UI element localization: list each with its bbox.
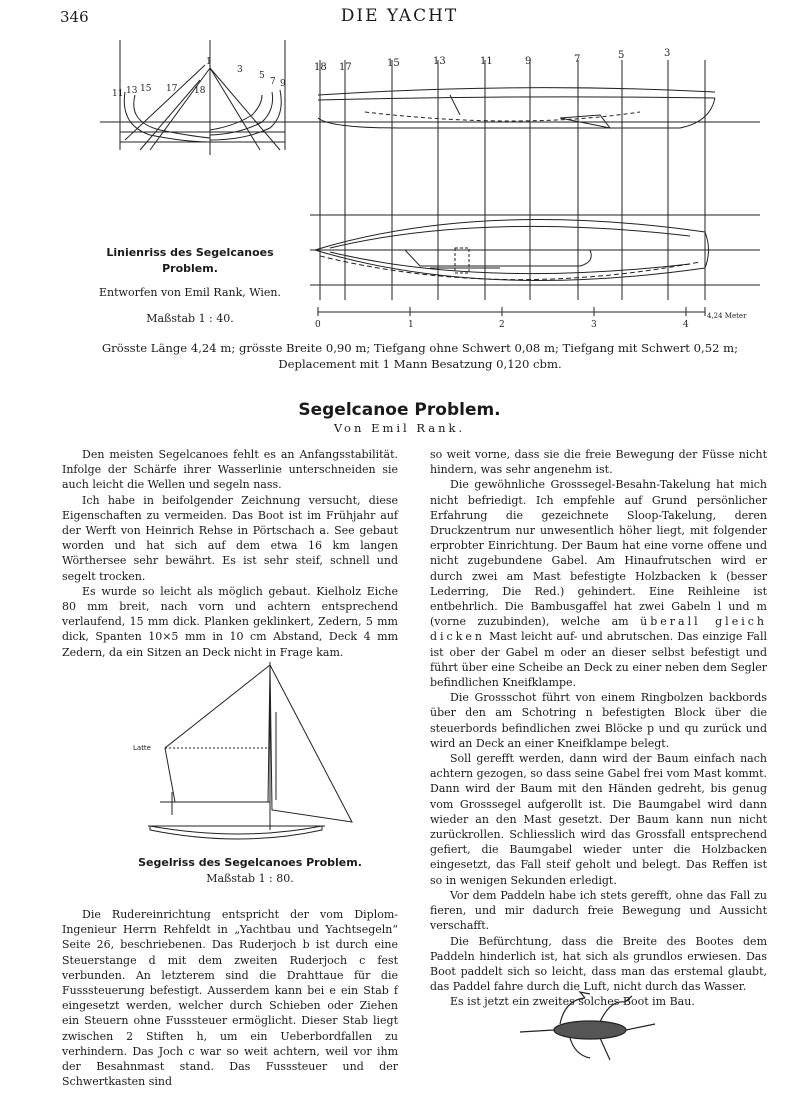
- station-label: 13: [433, 56, 446, 67]
- figure2-title: Segelriss des Segelcanoes Problem.: [138, 856, 362, 869]
- running-title: DIE YACHT: [340, 6, 459, 26]
- scale-label: 3: [591, 320, 597, 330]
- byline-author: Emil Rank.: [371, 421, 466, 435]
- scale-label: 2: [499, 320, 505, 330]
- scale-bar: [318, 307, 705, 316]
- paragraph: Soll gerefft werden, dann wird der Baum einfach nach achtern gezogen, so dass seine Gabel frei vom Mast kommt. Dann wird der Baum mit den Händen gedreht, bis genug vom Grosssegel aufgerollt ist. Die Baumgabel wird dann wieder an den Mast gesetzt. Der Baum kann nun nicht zurückrollen. Schliesslich wird das Grossfall entsprechend gefiert, die Baumgabel wieder unter die Holzbacken eingesetzt, das Fall steif geholt und belegt. Das Reffen ist so in wenigen Sekunden erledigt.: [430, 752, 767, 887]
- figure1-title-line1: Linienriss des Segelcanoes: [106, 246, 274, 259]
- paragraph: Vor dem Paddeln habe ich stets gerefft, ohne das Fall zu fieren, und mir dadurch freie Bewegung und Aussicht verschafft.: [430, 888, 767, 933]
- body-label: 17: [166, 84, 178, 94]
- station-label: 15: [387, 58, 400, 69]
- sheer-plan: [300, 60, 760, 300]
- figure1-title-line2: Problem.: [162, 262, 218, 275]
- right-column: [430, 447, 767, 1010]
- page-number: 346: [60, 8, 89, 26]
- figure1-scale: Maßstab 1 : 40.: [146, 312, 234, 325]
- spec-line2: Deplacement mit 1 Mann Besatzung 0,120 cbm.: [278, 357, 562, 371]
- figure2-caption: [100, 855, 400, 887]
- body-label: 7: [270, 77, 276, 87]
- scale-label: 4,24 Meter: [707, 312, 747, 320]
- byline-prefix: Von: [333, 421, 365, 435]
- specifications: [100, 340, 740, 372]
- label-latte: Latte: [133, 744, 151, 752]
- body-label: 13: [126, 86, 138, 96]
- station-labels: [314, 48, 670, 73]
- scale-label: 0: [315, 320, 321, 330]
- paragraph: Die Grossschot führt von einem Ringbolzen backbords über den am Schotring n befestigten Block über die steuerbords befindlichen zwei Blöcke p und qu zurück und wird an Deck an einer Kneifklampe belegt.: [430, 691, 767, 750]
- p2-end-text: Mast leicht auf- und abrutschen. Das einzige Fall ist ober der Gabel m oder an dieser selbst befestigt und führt über eine Scheibe an Deck zu einer neben dem Segler befindlichen Kneifklampe.: [430, 630, 767, 690]
- figure2-scale: Maßstab 1 : 80.: [206, 872, 294, 885]
- left-column-bottom: [62, 907, 398, 1089]
- body-label: 11: [112, 89, 124, 99]
- paragraph: Es ist jetzt ein zweites solches Boot im Bau.: [450, 995, 695, 1009]
- figure1-caption: [80, 245, 300, 327]
- figure1-designer: Entworfen von Emil Rank, Wien.: [99, 286, 281, 299]
- p2-text: Die gewöhnliche Grosssegel-Besahn-Takelung hat mich nicht befriedigt. Ich empfehle auf Grund persönlicher Erfahrung die gezeichnete Sloop-Takelung, deren Druckzentrum nur unwesentlich höher liegt, mit folgender erprobter Einrichtung. Der Baum hat eine vorne offene und nicht zugebundene Gabel. Am Hinaufrutschen wird er durch zwei am Mast befestigte Holzbacken k (besser Lederring, Die Red.) gehindert. Eine Reihleine ist entbehrlich. Die Bambusgaffel hat zwei Gabeln l und m (vorne zuzubinden), welche am: [430, 478, 767, 629]
- spec-line1: Grösste Länge 4,24 m; grösste Breite 0,90 m; Tiefgang ohne Schwert 0,08 m; Tiefgang mit Schwert 0,52 m;: [101, 341, 739, 355]
- paragraph: so weit vorne, dass sie die freie Bewegung der Füsse nicht hindern, was sehr angenehm ist.: [430, 448, 767, 477]
- body-label: 18: [194, 86, 206, 96]
- paragraph: [430, 477, 767, 690]
- article-title: Segelcanoe Problem.: [298, 400, 501, 420]
- p2-spaced-text: überall gleich dicken: [430, 615, 767, 644]
- station-label: 7: [574, 54, 581, 65]
- body-plan-labels: [112, 57, 286, 99]
- station-label: 11: [480, 56, 493, 67]
- body-plan: [100, 40, 300, 155]
- station-label: 9: [525, 56, 532, 67]
- body-label: 15: [140, 84, 152, 94]
- article-byline: [0, 421, 799, 435]
- paragraph: Es wurde so leicht als möglich gebaut. Kielholz Eiche 80 mm breit, nach vorn und achtern entsprechend verlaufend, 15 mm dick. Planken geklinkert, Zedern, 5 mm dick, Spanten 10×5 mm in 10 cm Abstand, Deck 4 mm Zedern, da ein Sitzen an Deck nicht in Frage kam.: [62, 584, 398, 659]
- body-label: 3: [237, 65, 243, 75]
- body-label: 5: [259, 71, 265, 81]
- station-label: 5: [618, 50, 625, 61]
- paragraph: Die Rudereinrichtung entspricht der vom Diplom-Ingenieur Herrn Rehfeldt in „Yachtbau und Yachtsegeln“ Seite 26, beschriebenen. Das Ruderjoch b ist durch eine Steuerstange d mit dem zweiten Ruderjoch c fest verbunden. An letzterem sind die Drahttaue für die Fusssteuerung befestigt. Ausserdem kann bei e ein Stab f eingesetzt werden, welcher durch Schieben oder Ziehen ein Steuern ohne Fusssteuer ermöglicht. Dieser Stab liegt zwischen 2 Stiften h, um ein Ueberbordfallen zu verhindern. Das Joch c war so weit achtern, weil vor ihm der Besahnmast stand. Das Fusssteuer und der Schwertkasten sind: [62, 908, 398, 1089]
- body-label: 9: [280, 79, 286, 89]
- scale-label: 1: [408, 320, 414, 330]
- scale-label: 4: [683, 320, 689, 330]
- station-label: 17: [339, 62, 352, 73]
- station-label: 3: [664, 48, 671, 59]
- body-label: 1: [206, 57, 212, 67]
- station-label: 18: [314, 62, 327, 73]
- paragraph: Den meisten Segelcanoes fehlt es an Anfangsstabilität. Infolge der Schärfe ihrer Wasserlinie unterschneiden sie auch leicht die Wellen und segeln nass.: [62, 448, 398, 492]
- paragraph: Die Befürchtung, dass die Breite des Bootes dem Paddeln hinderlich ist, hat sich als grundlos erwiesen. Das Boot paddelt sich so leicht, dass man das erstemal glaubt, das Paddel fahre durch die Luft, nicht durch das Wasser.: [430, 934, 767, 994]
- left-column-top: [62, 447, 398, 660]
- paragraph: Ich habe in beifolgender Zeichnung versucht, diese Eigenschaften zu vermeiden. Das Boot ist im Frühjahr auf der Werft von Heinrich Rehse in Pörtschach a. See gebaut worden und hat sich auf dem etwa 16 km langen Wörthersee sehr bewährt. Es ist sehr steif, schnell und segelt trocken.: [62, 493, 398, 583]
